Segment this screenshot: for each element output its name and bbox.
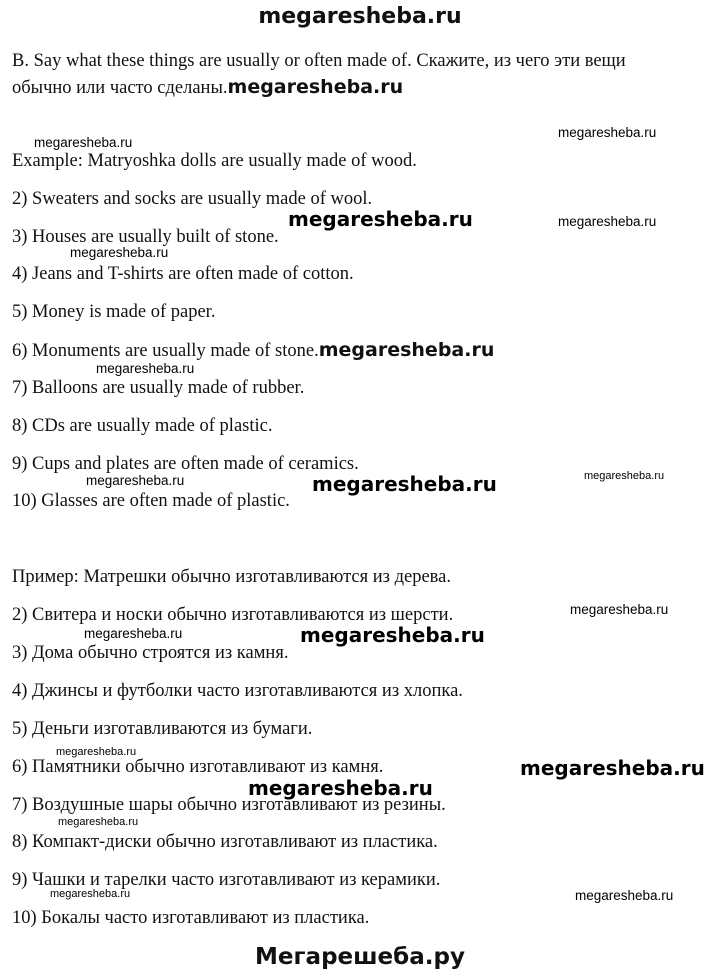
- watermark: megaresheba.ru: [34, 135, 133, 150]
- watermark: megaresheba.ru: [575, 888, 674, 903]
- russian-item-7: 7) Воздушные шары обычно изготавливают из резины.: [12, 795, 446, 815]
- site-footer: Мегарешеба.ру: [255, 944, 465, 970]
- watermark: megaresheba.ru: [86, 473, 185, 488]
- watermark: megaresheba.ru: [300, 623, 485, 647]
- english-item-4: 4) Jeans and T-shirts are often made of cotton.: [12, 264, 354, 284]
- english-item-8: 8) CDs are usually made of plastic.: [12, 416, 273, 436]
- watermark: megaresheba.ru: [570, 602, 669, 617]
- watermark: megaresheba.ru: [58, 816, 139, 828]
- watermark: megaresheba.ru: [248, 776, 433, 800]
- watermark: megaresheba.ru: [584, 470, 665, 482]
- russian-item-10: 10) Бокалы часто изготавливают из пластика.: [12, 908, 370, 928]
- task-instruction-line-1: B. Say what these things are usually or often made of. Скажите, из чего эти вещи: [12, 51, 626, 71]
- russian-item-9: 9) Чашки и тарелки часто изготавливают из керамики.: [12, 870, 441, 890]
- watermark: megaresheba.ru: [96, 361, 195, 376]
- watermark: megaresheba.ru: [520, 756, 705, 780]
- russian-item-8: 8) Компакт-диски обычно изготавливают из пластика.: [12, 832, 438, 852]
- english-item-9: 9) Cups and plates are often made of ceramics.: [12, 454, 359, 474]
- english-item-6: [12, 339, 494, 362]
- english-item-5: 5) Money is made of paper.: [12, 302, 216, 322]
- russian-item-5: 5) Деньги изготавливаются из бумаги.: [12, 719, 313, 739]
- inline-watermark: megaresheba.ru: [227, 76, 404, 98]
- watermark: megaresheba.ru: [84, 626, 183, 641]
- english-item-3: 3) Houses are usually built of stone.: [12, 227, 279, 247]
- watermark: megaresheba.ru: [558, 214, 657, 229]
- russian-item-3: 3) Дома обычно строятся из камня.: [12, 643, 289, 663]
- task-instruction-text: обычно или часто сделаны.: [12, 78, 228, 98]
- task-instruction-line-2: [12, 76, 403, 99]
- russian-item-2: 2) Свитера и носки обычно изготавливаются из шерсти.: [12, 605, 454, 625]
- english-item-7: 7) Balloons are usually made of rubber.: [12, 378, 305, 398]
- watermark: megaresheba.ru: [288, 207, 473, 231]
- watermark: megaresheba.ru: [70, 245, 169, 260]
- english-item-10: 10) Glasses are often made of plastic.: [12, 491, 290, 511]
- watermark: megaresheba.ru: [312, 472, 497, 496]
- russian-item-4: 4) Джинсы и футболки часто изготавливаются из хлопка.: [12, 681, 463, 701]
- english-example: Example: Matryoshka dolls are usually made of wood.: [12, 151, 417, 171]
- watermark: megaresheba.ru: [50, 888, 131, 900]
- english-item-2: 2) Sweaters and socks are usually made of wool.: [12, 189, 373, 209]
- site-header: megaresheba.ru: [258, 4, 462, 29]
- russian-item-6: 6) Памятники обычно изготавливают из камня.: [12, 757, 384, 777]
- inline-watermark: megaresheba.ru: [318, 339, 495, 361]
- russian-example: Пример: Матрешки обычно изготавливаются из дерева.: [12, 567, 451, 587]
- watermark: megaresheba.ru: [56, 746, 137, 758]
- watermark: megaresheba.ru: [558, 125, 657, 140]
- english-item-6-text: 6) Monuments are usually made of stone.: [12, 341, 319, 361]
